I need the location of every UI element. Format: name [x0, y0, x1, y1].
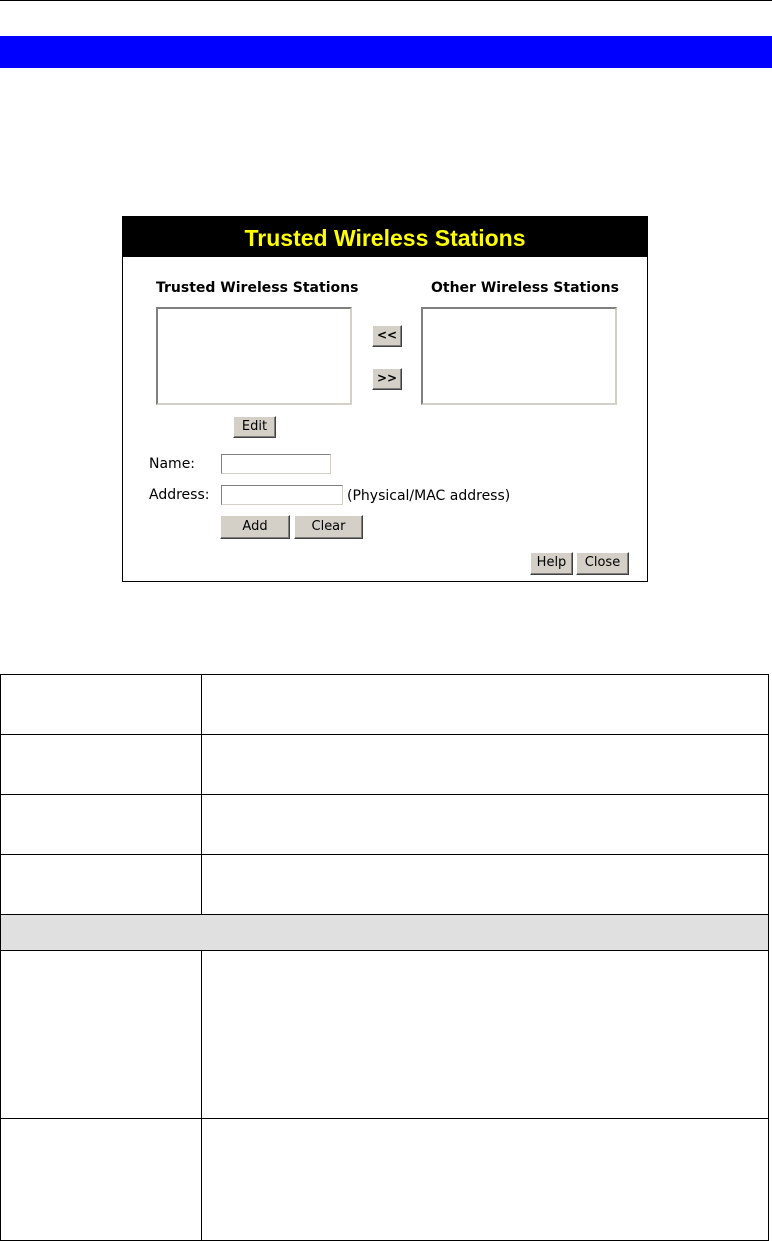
- section-header-bar: [0, 36, 772, 68]
- table-row: [1, 795, 769, 855]
- table-cell: [1, 855, 202, 915]
- table-cell: [202, 951, 769, 1119]
- add-button[interactable]: Add: [220, 515, 290, 539]
- description-table: [0, 674, 769, 1241]
- table-cell: [1, 915, 769, 951]
- address-label: Address:: [149, 487, 210, 503]
- table-row: [1, 951, 769, 1119]
- table-cell: [1, 795, 202, 855]
- trusted-stations-list[interactable]: [156, 307, 352, 405]
- table-section-row: [1, 915, 769, 951]
- table-row: [1, 1119, 769, 1241]
- clear-button[interactable]: Clear: [294, 515, 363, 539]
- table-cell: [1, 951, 202, 1119]
- move-to-trusted-button[interactable]: <<: [372, 325, 402, 347]
- top-rule: [0, 0, 772, 1]
- address-field[interactable]: [221, 485, 343, 505]
- table-cell: [1, 1119, 202, 1241]
- table-cell: [202, 675, 769, 735]
- name-field[interactable]: [221, 454, 331, 474]
- close-button[interactable]: Close: [576, 552, 629, 575]
- table-row: [1, 675, 769, 735]
- table-cell: [202, 795, 769, 855]
- table-cell: [1, 675, 202, 735]
- other-stations-list[interactable]: [421, 307, 617, 405]
- trusted-list-label: Trusted Wireless Stations: [156, 280, 359, 296]
- table-cell: [202, 735, 769, 795]
- table-cell: [1, 735, 202, 795]
- table-cell: [202, 1119, 769, 1241]
- help-button[interactable]: Help: [530, 552, 573, 575]
- dialog-title: Trusted Wireless Stations: [123, 217, 647, 257]
- trusted-stations-dialog: [122, 216, 648, 582]
- move-to-other-button[interactable]: >>: [372, 368, 402, 390]
- other-list-label: Other Wireless Stations: [431, 280, 619, 296]
- table-row: [1, 855, 769, 915]
- table-row: [1, 735, 769, 795]
- address-hint: (Physical/MAC address): [347, 488, 511, 504]
- name-label: Name:: [149, 456, 196, 472]
- edit-button[interactable]: Edit: [233, 416, 276, 438]
- table-cell: [202, 855, 769, 915]
